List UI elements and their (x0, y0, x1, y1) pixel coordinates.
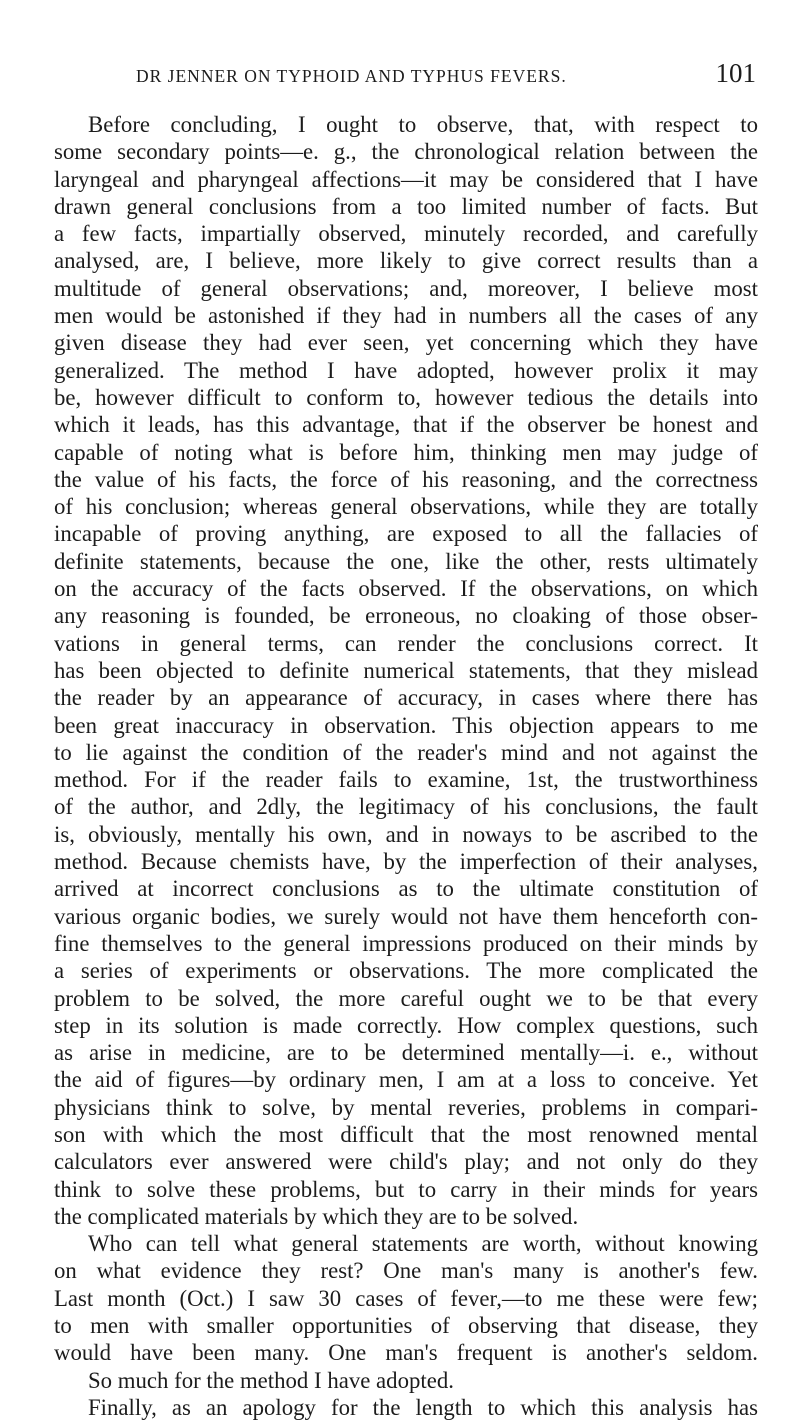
text-line: drawn general conclusions from a too limited number of facts. But (54, 193, 758, 219)
text-line: capable of noting what is before him, thinking men may judge of (54, 439, 758, 465)
text-line: would have been many. One man's frequent is another's seldom. (54, 1340, 758, 1366)
text-line: Finally, as an apology for the length to which this analysis has (88, 1394, 758, 1420)
text-line: on what evidence they rest? One man's many is another's few. (54, 1258, 758, 1284)
text-line: men would be astonished if they had in numbers all the cases of any (54, 303, 758, 329)
text-line: various organic bodies, we surely would not have them henceforth con- (54, 903, 758, 929)
text-line: a few facts, impartially observed, minutely recorded, and carefully (54, 221, 758, 247)
text-line: step in its solution is made correctly. How complex questions, such (54, 1012, 758, 1038)
text-line: a series of experiments or observations. The more complicated the (54, 958, 758, 984)
text-line: incapable of proving anything, are exposed to all the fallacies of (54, 521, 758, 547)
text-line: on the accuracy of the facts observed. If the observations, on which (54, 576, 758, 602)
text-line: some secondary points—e. g., the chronological relation between the (54, 139, 758, 165)
text-line: be, however difficult to conform to, however tedious the details into (54, 384, 758, 410)
text-line: the reader by an appearance of accuracy, in cases where there has (54, 685, 758, 711)
text-line: analysed, are, I believe, more likely to give correct results than a (54, 248, 758, 274)
text-line: arrived at incorrect conclusions as to the ultimate constitution of (54, 876, 758, 902)
text-line: multitude of general observations; and, moreover, I believe most (54, 275, 758, 301)
text-line: So much for the method I have adopted. (88, 1367, 454, 1393)
text-line: the aid of figures—by ordinary men, I am at a loss to conceive. Yet (54, 1067, 758, 1093)
text-line: given disease they had ever seen, yet concerning which they have (54, 330, 758, 356)
text-line: the complicated materials by which they are to be solved. (54, 1203, 579, 1229)
text-line: vations in general terms, can render the conclusions correct. It (54, 630, 758, 656)
text-line: Who can tell what general statements are worth, without knowing (88, 1231, 758, 1257)
text-line: generalized. The method I have adopted, however prolix it may (54, 357, 758, 383)
text-line: think to solve these problems, but to carry in their minds for years (54, 1176, 758, 1202)
text-line: Last month (Oct.) I saw 30 cases of fever,—to me these were few; (54, 1285, 758, 1311)
text-line: physicians think to solve, by mental reveries, problems in compari- (54, 1094, 758, 1120)
text-line: definite statements, because the one, like the other, rests ultimately (54, 548, 758, 574)
text-line: of the author, and 2dly, the legitimacy of his conclusions, the fault (54, 794, 758, 820)
running-title: DR JENNER ON TYPHOID AND TYPHUS FEVERS. (136, 66, 567, 86)
text-line: of his conclusion; whereas general observations, while they are totally (54, 494, 758, 520)
body-text (54, 111, 758, 1421)
text-line: method. For if the reader fails to examine, 1st, the trustworthiness (54, 767, 758, 793)
text-line: as arise in medicine, are to be determined mentally—i. e., without (54, 1040, 758, 1066)
text-line: son with which the most difficult that the most renowned mental (54, 1121, 758, 1147)
text-line: which it leads, has this advantage, that if the observer be honest and (54, 412, 758, 438)
text-line: fine themselves to the general impressions produced on their minds by (54, 930, 758, 956)
text-line: the value of his facts, the force of his reasoning, and the correctness (54, 466, 758, 492)
text-line: been great inaccuracy in observation. This objection appears to me (54, 712, 758, 738)
text-line: to men with smaller opportunities of observing that disease, they (54, 1313, 758, 1339)
text-line: Before concluding, I ought to observe, that, with respect to (88, 112, 758, 137)
text-line: laryngeal and pharyngeal affections—it may be considered that I have (54, 166, 758, 192)
text-line: has been objected to definite numerical statements, that they mislead (54, 657, 758, 683)
page-number: 101 (715, 58, 756, 88)
text-line: any reasoning is founded, be erroneous, no cloaking of those obser- (54, 603, 758, 629)
running-head (96, 58, 756, 92)
text-line: problem to be solved, the more careful ought we to be that every (54, 985, 758, 1011)
text-line: method. Because chemists have, by the imperfection of their analyses, (54, 849, 758, 875)
text-line: is, obviously, mentally his own, and in noways to be ascribed to the (54, 821, 758, 847)
text-line: calculators ever answered were child's play; and not only do they (54, 1149, 758, 1175)
text-line: to lie against the condition of the reader's mind and not against the (54, 739, 758, 765)
